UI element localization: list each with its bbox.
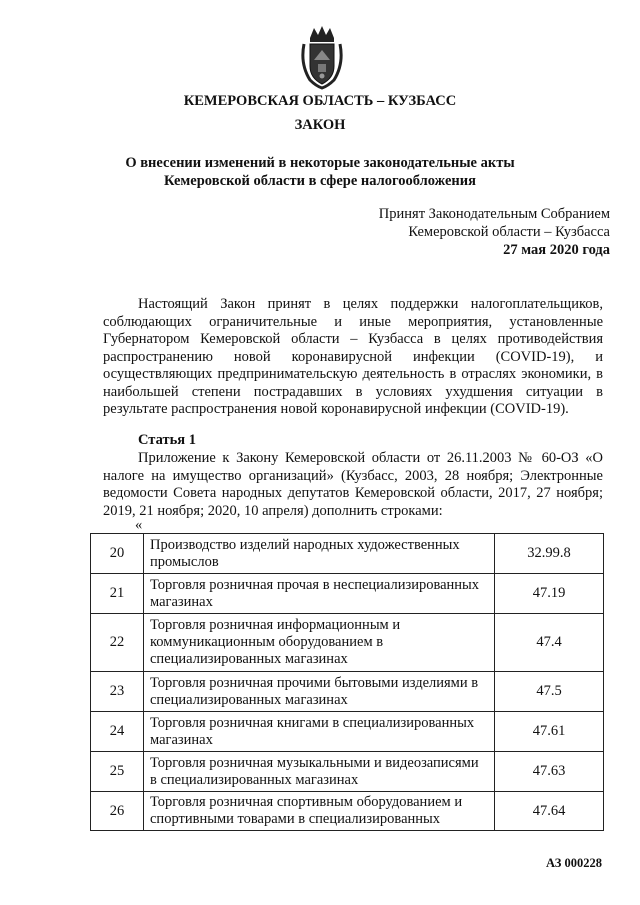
table-row <box>91 614 604 672</box>
law-title-line2: Кемеровской области в сфере налогообложения <box>164 173 476 189</box>
article-heading: Статья 1 <box>138 432 196 448</box>
law-title <box>0 154 640 190</box>
row-number: 20 <box>91 534 144 574</box>
row-number: 26 <box>91 792 144 831</box>
row-number: 22 <box>91 614 144 672</box>
activity-code: 47.64 <box>495 792 604 831</box>
adopted-by-line2: Кемеровской области – Кузбасса <box>408 224 610 240</box>
activity-code: 47.5 <box>495 672 604 712</box>
row-number: 21 <box>91 574 144 614</box>
activity-code: 47.19 <box>495 574 604 614</box>
document-type: ЗАКОН <box>294 117 346 133</box>
table-row <box>91 792 604 831</box>
activity-name: Производство изделий народных художественных промыслов <box>144 534 495 574</box>
activity-name: Торговля розничная книгами в специализированных магазинах <box>144 712 495 752</box>
table-row <box>91 752 604 792</box>
article-text: Приложение к Закону Кемеровской области от 26.11.2003 № 60-ОЗ «О налоге на имущество организаций» (Кузбасс, 2003, 28 ноября; Электронные ведомости Совета народных депутатов Кемеровской области, 2017, 27 ноября; 2019, 21 ноября; 2020, 10 апреля) дополнить строками: <box>103 450 603 519</box>
row-number: 24 <box>91 712 144 752</box>
adoption-block <box>379 205 610 259</box>
preamble-text: Настоящий Закон принят в целях поддержки налогоплательщиков, соблюдающих ограничительные и иные мероприятия, установленные Губернатором Кемеровской области – Кузбасса в целях противодействия распространению новой коронавирусной инфекции (COVID-19), и осуществляющих предпринимательскую деятельность в отраслях экономики, в наибольшей степени пострадавших в условиях ухудшения ситуации в результате распространения новой коронавирусной инфекции (COVID-19). <box>103 296 603 417</box>
open-quote: « <box>135 517 143 533</box>
activity-name: Торговля розничная прочими бытовыми изделиями в специализированных магазинах <box>144 672 495 712</box>
activity-code: 32.99.8 <box>495 534 604 574</box>
table-row <box>91 574 604 614</box>
activity-name: Торговля розничная прочая в неспециализированных магазинах <box>144 574 495 614</box>
activity-code: 47.4 <box>495 614 604 672</box>
coat-of-arms-icon <box>300 24 344 90</box>
activity-codes-table <box>90 533 604 831</box>
table-row <box>91 534 604 574</box>
table-row <box>91 672 604 712</box>
law-title-line1: О внесении изменений в некоторые законодательные акты <box>125 155 515 171</box>
activity-name: Торговля розничная музыкальными и видеозаписями в специализированных магазинах <box>144 752 495 792</box>
article-paragraph <box>103 450 603 520</box>
form-serial-number: АЗ 000228 <box>546 856 602 870</box>
activity-name: Торговля розничная спортивным оборудованием и спортивными товарами в специализированных <box>144 792 495 831</box>
preamble-paragraph <box>103 296 603 419</box>
table-row <box>91 712 604 752</box>
activity-code: 47.61 <box>495 712 604 752</box>
adopted-by-line1: Принят Законодательным Собранием <box>378 206 610 222</box>
adoption-date: 27 мая 2020 года <box>503 242 610 258</box>
row-number: 23 <box>91 672 144 712</box>
activity-name: Торговля розничная информационным и коммуникационным оборудованием в специализированных магазинах <box>144 614 495 672</box>
row-number: 25 <box>91 752 144 792</box>
activity-code: 47.63 <box>495 752 604 792</box>
region-name: КЕМЕРОВСКАЯ ОБЛАСТЬ – КУЗБАСС <box>183 93 457 109</box>
